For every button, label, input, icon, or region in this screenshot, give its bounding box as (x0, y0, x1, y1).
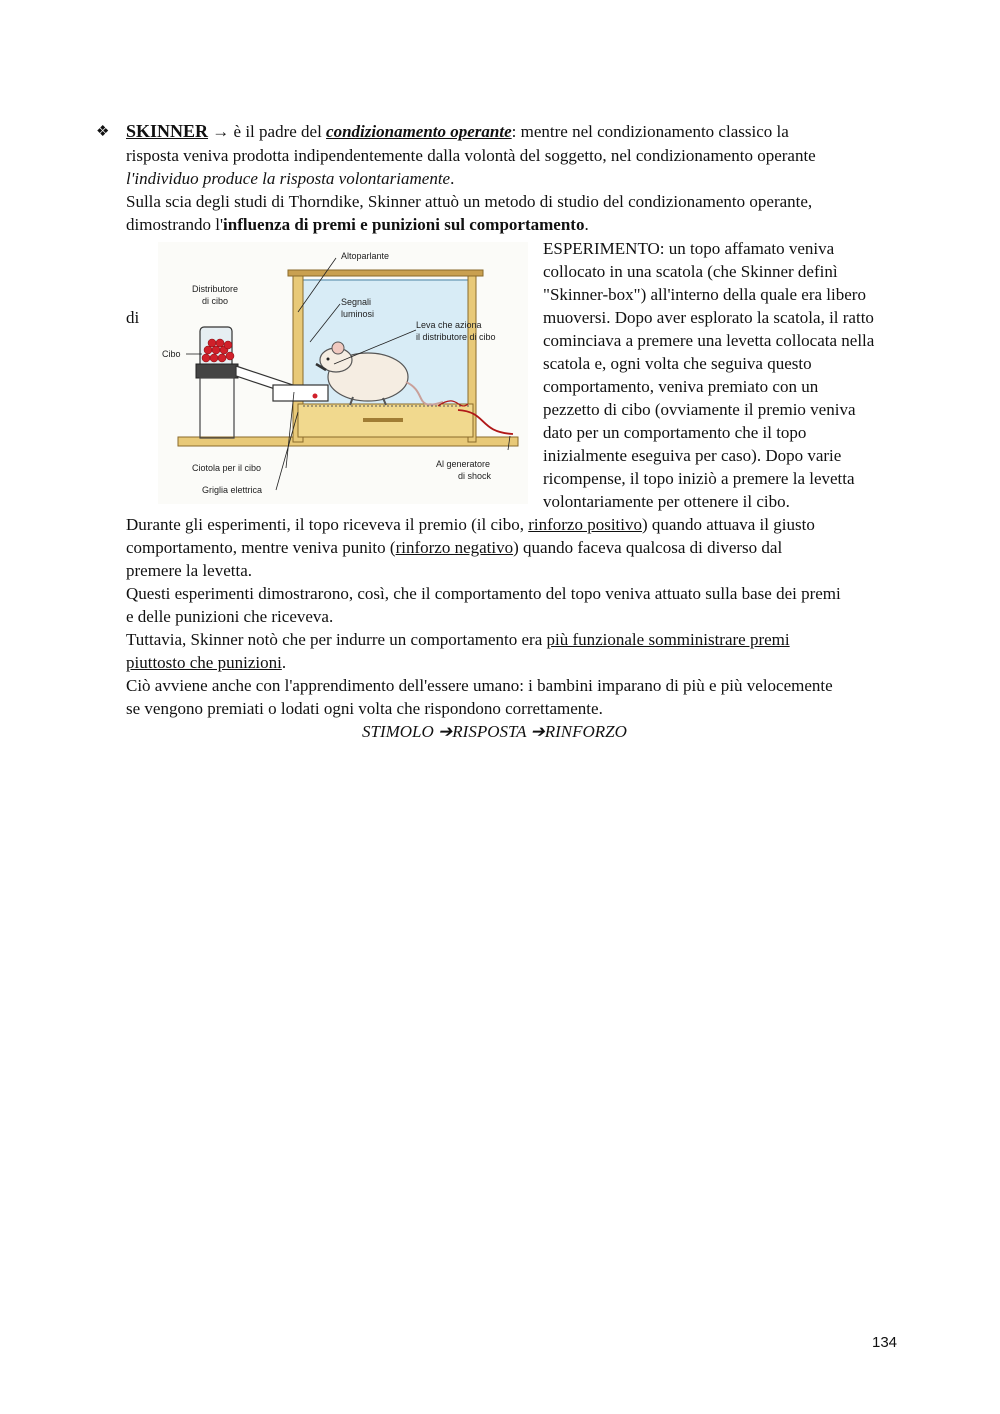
heading-line (126, 120, 789, 143)
paragraph-line (126, 213, 589, 236)
paragraph-line: premere la levetta. (126, 561, 253, 580)
paragraph-line: Questi esperimenti dimostrarono, così, che il comportamento del topo veniva attuato sulla base dei premi (126, 584, 841, 603)
label-distributore: Distributore (192, 284, 239, 294)
text-run: è il padre del (229, 122, 327, 141)
section-title: SKINNER (126, 121, 209, 141)
label-leva: Leva che aziona (416, 320, 482, 330)
underlined-term: rinforzo positivo (528, 515, 643, 534)
stray-word: di (126, 308, 140, 327)
experiment-line: ricompense, il topo iniziò a premere la levetta (543, 469, 855, 488)
experiment-line: pezzetto di cibo (ovviamente il premio veniva (543, 400, 856, 419)
label-griglia: Griglia elettrica (202, 485, 263, 495)
experiment-line: inizialmente eseguiva per caso). Dopo varie (543, 446, 842, 465)
experiment-line: cominciava a premere una levetta collocata nella (543, 331, 875, 350)
page-number: 134 (872, 1334, 898, 1351)
paragraph-line: e delle punizioni che riceveva. (126, 607, 334, 626)
text-run: . (281, 653, 287, 672)
label-segnali-2: luminosi (341, 309, 375, 319)
paragraph-line (126, 628, 790, 651)
experiment-line: "Skinner-box") all'interno della quale era libero (543, 285, 866, 304)
text-run: dimostrando l' (126, 215, 224, 234)
formula-line: STIMOLO ➔RISPOSTA ➔RINFORZO (362, 722, 627, 741)
paragraph-line: Ciò avviene anche con l'apprendimento dell'essere umano: i bambini imparano di più e più velocemente (126, 676, 833, 695)
text-run: ) quando attuava il giusto (642, 515, 815, 534)
label-generatore: Al generatore (436, 459, 491, 469)
skinner-box-figure (158, 242, 528, 504)
paragraph-line (126, 536, 782, 559)
experiment-line: ESPERIMENTO: un topo affamato veniva (543, 239, 835, 258)
underlined-term: rinforzo negativo (395, 538, 514, 557)
text-run: Tuttavia, Skinner notò che per indurre un comportamento era (126, 630, 547, 649)
experiment-line: dato per un comportamento che il topo (543, 423, 807, 442)
key-term: condizionamento operante (326, 122, 512, 141)
text-run: Durante gli esperimenti, il topo riceveva il premio (il cibo, (126, 515, 529, 534)
paragraph-line: Sulla scia degli studi di Thorndike, Skinner attuò un metodo di studio del condizionamento operante, (126, 192, 813, 211)
text-run: . (584, 215, 589, 234)
arrow-glyph: → (212, 122, 230, 141)
experiment-line: muoversi. Dopo aver esplorato la scatola, il ratto (543, 308, 874, 327)
label-altoparlante: Altoparlante (341, 251, 390, 261)
text-run: comportamento, mentre veniva punito ( (126, 538, 396, 557)
bold-run: influenza di premi e punizioni sul comportamento (223, 215, 585, 234)
paragraph-line (126, 167, 454, 190)
label-generatore-2: di shock (458, 471, 492, 481)
label-distributore-2: di cibo (202, 296, 229, 306)
label-cibo: Cibo (162, 349, 181, 359)
underlined-term: più funzionale somministrare premi (546, 630, 790, 649)
paragraph-line: risposta veniva prodotta indipendentemente dalla volontà del soggetto, nel condizionamento operante (126, 146, 816, 165)
underlined-term: piuttosto che punizioni (126, 653, 282, 672)
label-ciotola: Ciotola per il cibo (192, 463, 262, 473)
italic-run: l'individuo produce la risposta volontariamente (126, 169, 451, 188)
experiment-line: comportamento, veniva premiato con un (543, 377, 819, 396)
experiment-line: volontariamente per ottenere il cibo. (543, 492, 790, 511)
label-leva-2: il distributore di cibo (416, 332, 496, 342)
paragraph-line (126, 651, 286, 674)
experiment-line: collocato in una scatola (che Skinner definì (543, 262, 838, 281)
diamond-bullet-icon: ❖ (96, 124, 110, 140)
text-run: . (450, 169, 455, 188)
paragraph-line (126, 513, 815, 536)
text-run: : mentre nel condizionamento classico la (511, 122, 789, 141)
text-run: ) quando faceva qualcosa di diverso dal (513, 538, 783, 557)
experiment-line: scatola e, ogni volta che seguiva questo (543, 354, 812, 373)
paragraph-line: se vengono premiati o lodati ogni volta che rispondono correttamente. (126, 699, 603, 718)
label-segnali: Segnali (341, 297, 372, 307)
